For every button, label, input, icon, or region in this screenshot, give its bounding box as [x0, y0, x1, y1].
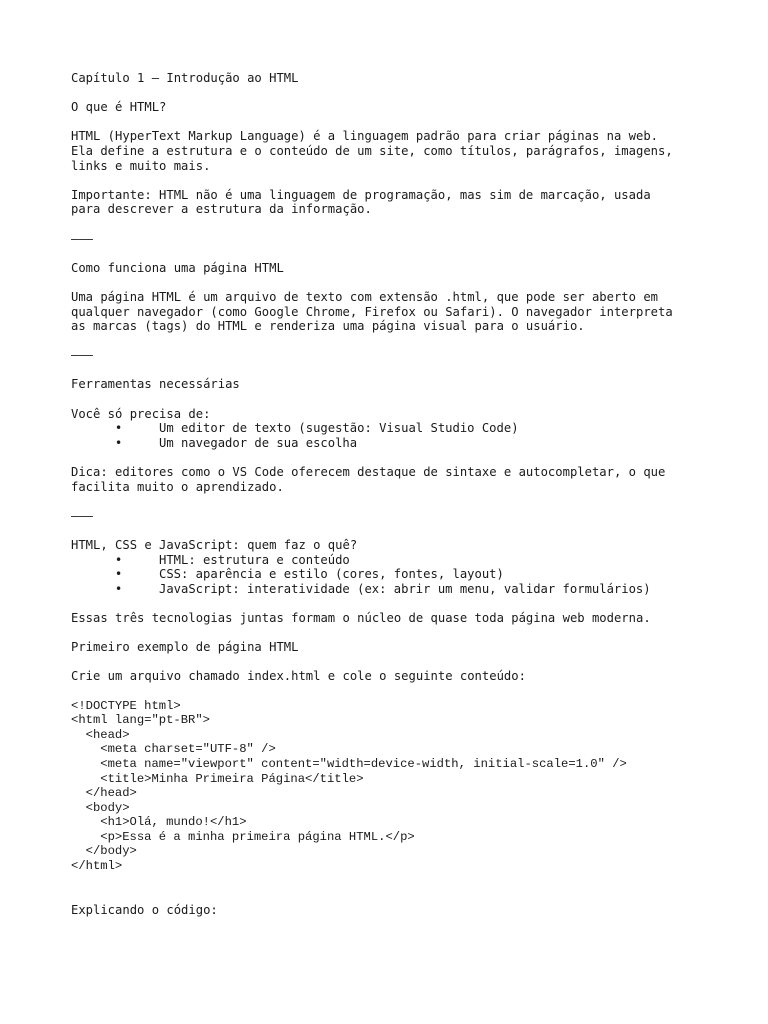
chapter-title: Capítulo 1 — Introdução ao HTML	[71, 71, 299, 85]
tools-intro: Você só precisa de:	[71, 406, 211, 421]
section-heading-how-works: Como funciona uma página HTML	[71, 260, 284, 275]
list-item	[71, 567, 721, 582]
code-block: <!DOCTYPE html> <html lang="pt-BR"> <head> <meta charset="UTF-8" /> <meta name="viewport" content="width=device-width, initial-scale=1.0" /> <title>Minha Primeira Página</title> </head> <body> <h1>Olá, mundo!</h1> <p>Essa é a minha primeira página HTML.</p> </body> </html>	[71, 698, 627, 874]
paragraph-trio-summary: Essas três tecnologias juntas formam o núcleo de quase toda página web moderna.	[71, 610, 651, 625]
list-item	[71, 582, 721, 597]
bullet-icon: •	[115, 581, 123, 596]
document-page	[71, 71, 721, 917]
section-heading-tools: Ferramentas necessárias	[71, 377, 240, 392]
list-item-text: HTML: estrutura e conteúdo	[159, 552, 350, 567]
paragraph-how-works: Uma página HTML é um arquivo de texto com extensão .html, que pode ser aberto em qualquer navegador (como Google Chrome, Firefox ou Safari). O navegador interpreta as marcas (tags) do HTML e renderiza uma página visual para o usuário.	[71, 289, 673, 334]
separator-2: ———	[71, 348, 94, 363]
list-item	[71, 421, 721, 436]
list-item	[71, 553, 721, 568]
section-heading-what-is: O que é HTML?	[71, 100, 167, 115]
list-item	[71, 436, 721, 451]
bullet-icon: •	[115, 552, 123, 567]
list-item-text: CSS: aparência e estilo (cores, fontes, layout)	[159, 567, 504, 582]
list-item-text: Um editor de texto (sugestão: Visual Studio Code)	[159, 421, 519, 436]
section-heading-first-example: Primeiro exemplo de página HTML	[71, 640, 299, 655]
list-item-text: JavaScript: interatividade (ex: abrir um menu, validar formulários)	[159, 581, 651, 596]
paragraph-tip: Dica: editores como o VS Code oferecem destaque de sintaxe e autocompletar, o que facilita muito o aprendizado.	[71, 465, 666, 494]
list-item-text: Um navegador de sua escolha	[159, 435, 358, 450]
bullet-icon: •	[115, 421, 123, 436]
bullet-icon: •	[115, 567, 123, 582]
bullet-icon: •	[115, 435, 123, 450]
separator-3: ———	[71, 508, 94, 523]
paragraph-important: Importante: HTML não é uma linguagem de programação, mas sim de marcação, usada para descrever a estrutura da informação.	[71, 187, 651, 217]
paragraph-what-is: HTML (HyperText Markup Language) é a linguagem padrão para criar páginas na web. Ela define a estrutura e o conteúdo de um site, como títulos, parágrafos, imagens, links e muito mais.	[71, 129, 673, 173]
first-example-intro: Crie um arquivo chamado index.html e cole o seguinte conteúdo:	[71, 669, 526, 684]
section-heading-explaining: Explicando o código:	[71, 902, 218, 917]
section-heading-trio: HTML, CSS e JavaScript: quem faz o quê?	[71, 538, 358, 552]
separator-1: ———	[71, 231, 94, 246]
